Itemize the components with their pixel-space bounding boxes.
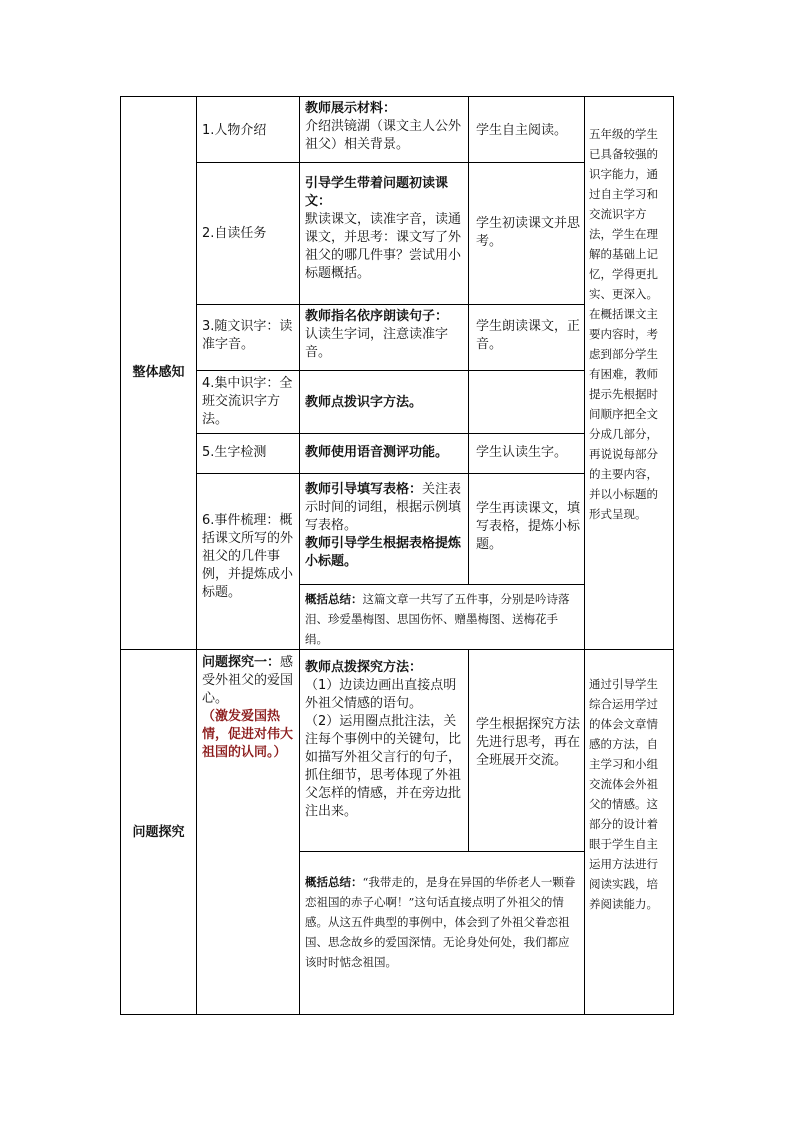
teacher-activity-text: 介绍洪镜湖（课文主人公外祖父）相关背景。 — [305, 119, 462, 152]
student-activity-cell: 学生初读课文并思考。 — [476, 216, 581, 249]
teacher-activity-cell — [305, 308, 463, 362]
teacher-method-2: （2）运用圈点批注法，关注每个事例中的关键句，比如描写外祖父言行的句子，抓住细节，思考体现了外祖父怎样的情感，并在旁边批注出来。 — [305, 714, 462, 819]
col-divider — [196, 96, 197, 1015]
student-activity-cell: 学生认读生字。 — [476, 445, 568, 460]
summary-label: 概括总结： — [305, 592, 363, 606]
row-divider — [299, 584, 584, 585]
step-cell — [202, 654, 294, 762]
step-cell: 5.生字检测 — [202, 445, 267, 460]
teacher-activity-cell — [305, 175, 463, 283]
row-divider — [196, 370, 584, 371]
student-activity-cell: 学生朗读课文，正音。 — [476, 319, 581, 352]
summary-cell — [305, 589, 579, 649]
teacher-activity-heading: 教师指名依序朗读句子： — [305, 309, 449, 324]
teacher-activity-heading: 引导学生带着问题初读课文： — [305, 176, 449, 209]
col-divider — [299, 96, 300, 1015]
summary-cell — [305, 872, 579, 972]
col-divider — [584, 96, 585, 1015]
teacher-activity-heading: 教师点拨探究方法： — [305, 660, 423, 675]
step-cell: 2.自读任务 — [202, 226, 267, 241]
teacher-activity-cell — [305, 100, 463, 154]
row-divider — [196, 304, 584, 305]
teacher-method-1: （1）边读边画出直接点明外祖父情感的语句。 — [305, 678, 457, 711]
table-border-bottom — [120, 1014, 674, 1015]
teacher-activity-heading: 教师展示材料： — [305, 101, 397, 116]
teacher-activity-heading: 教师引导填写表格： — [305, 482, 423, 497]
teacher-activity-cell — [305, 659, 463, 821]
row-divider — [196, 433, 584, 434]
col-divider — [468, 649, 469, 851]
row-divider — [196, 162, 584, 163]
student-activity-cell: 学生再读课文，填写表格，提炼小标题。 — [476, 501, 581, 552]
table-border-right — [673, 96, 674, 1015]
row-divider — [299, 851, 584, 852]
table-border-top — [120, 96, 674, 97]
section-label: 问题探究 — [132, 825, 185, 840]
design-note-cell: 通过引导学生综合运用学过的体会文章情感的方法，自主学习和小组交流体会外祖父的情感。这部分的设计着眼于学生自主运用方法进行阅读实践，培养阅读能力。 — [589, 677, 658, 911]
step-cell: 1.人物介绍 — [202, 123, 267, 138]
step-title: 问题探究一： — [202, 655, 281, 670]
step-cell: 3.随文识字：读准字音。 — [202, 319, 293, 352]
step-cell: 4.集中识字：全班交流识字方法。 — [202, 376, 293, 427]
teacher-activity-heading-2: 教师引导学生根据表格提炼小标题。 — [305, 536, 462, 569]
summary-text: “我带走的，是身在异国的华侨老人一颗眷恋祖国的赤子心啊！”这句话直接点明了外祖父的情感。从这五件典型的事例中，体会到了外祖父眷恋祖国、思念故乡的爱国深情。无论身处何处，我们都应该时时惦念祖国。 — [305, 875, 576, 969]
step-cell: 6.事件梳理：概括课文所写的外祖父的几件事例，并提炼成小标题。 — [202, 513, 294, 600]
teacher-activity-text: 关注表示时间的词组，根据示例填写表格。 — [305, 482, 462, 533]
step-goal: （激发爱国热情，促进对伟大祖国的认同。） — [202, 709, 294, 760]
teacher-activity-cell — [305, 481, 463, 571]
student-activity-cell: 学生自主阅读。 — [476, 123, 568, 138]
design-note-cell: 五年级的学生已具备较强的识字能力，通过自主学习和交流识字方法，学生在理解的基础上记忆，学得更扎实、更深入。在概括课文主要内容时，考虑到部分学生有困难，教师提示先根据时间顺序把全文分成几部分，再说说每部分的主要内容，并以小标题的形式呈现。 — [589, 127, 658, 521]
section-label: 整体感知 — [132, 365, 185, 380]
summary-label: 概括总结： — [305, 875, 363, 889]
teacher-activity-text: 默读课文，读准字音，读通课文，并思考：课文写了外祖父的哪几件事？尝试用小标题概括。 — [305, 212, 462, 281]
col-divider — [468, 96, 469, 584]
summary-text: 这篇文章一共写了五件事，分别是吟诗落泪、珍爱墨梅图、思国伤怀、赠墨梅图、送梅花手绢。 — [305, 592, 570, 646]
table-border-left — [120, 96, 121, 1015]
teacher-activity-heading: 教师点拨识字方法。 — [305, 395, 423, 410]
teacher-activity-heading: 教师使用语音测评功能。 — [305, 445, 449, 460]
step-text: 感受外祖父的爱国心。 — [202, 655, 294, 706]
section-divider — [120, 649, 674, 650]
row-divider — [196, 473, 584, 474]
student-activity-cell: 学生根据探究方法先进行思考，再在全班展开交流。 — [476, 717, 581, 768]
teacher-activity-text: 认读生字词，注意读准字音。 — [305, 327, 449, 360]
